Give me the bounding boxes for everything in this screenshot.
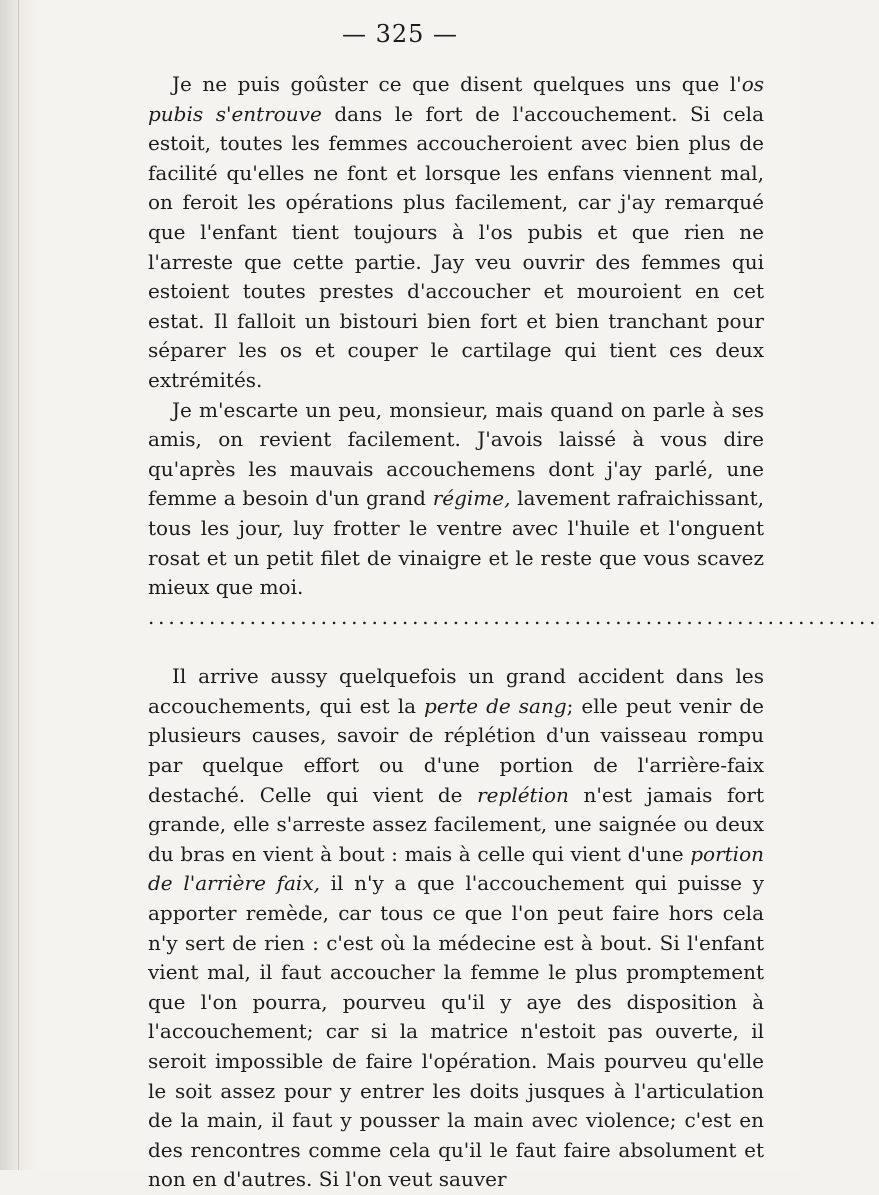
text-run: ; elle peut venir de plusieurs causes, savoir de réplétion d'un vaisseau rompu par quelque effort ou d'une portion de l'arrière-faix destaché. Celle qui vient de xyxy=(148,693,764,807)
paragraph-escarte xyxy=(148,396,764,603)
italic-run: replétion xyxy=(477,782,569,807)
paragraph-os-pubis xyxy=(148,70,764,396)
text-run: Je m'escarte un peu, monsieur, mais quand on parle à ses amis, on revient facilement. J'avois laissé à vous dire qu'après les mauvais accouchemens dont j'ay parlé, une femme a besoin d'un grand xyxy=(148,397,764,511)
text-run: n'est jamais fort grande, elle s'arreste assez facilement, une saignée ou deux du bras en vient à bout : mais à celle qui vient d'une xyxy=(148,782,764,866)
section-gap xyxy=(148,632,764,662)
italic-run: os pubis s'entrouve xyxy=(148,72,764,126)
text-run: il n'y a que l'accouchement qui puisse y apporter remède, car tous ce que l'on peut faire hors cela n'y sert de rien : c'est où la médecine est à bout. Si l'enfant vient mal, il faut accoucher la femme le plus promptement que l'on pourra, pourveu qu'il y aye des disposition à l'accouchement; car si la matrice n'estoit pas ouverte, il seroit impossible de faire l'opération. Mais pourveu qu'elle le soit assez pour y entrer les doits jusques à l'articulation de la main, il faut y pousser la main avec violence; c'est en des rencontres comme cela qu'il le faut faire absolument et non en d'autres. Si l'on veut sauver xyxy=(148,871,765,1192)
page-gutter xyxy=(18,0,19,1170)
text-run: Je ne puis goûster ce que disent quelques uns que l' xyxy=(172,72,742,96)
italic-run: perte de sang xyxy=(424,693,567,718)
italic-run: portion de l'arrière faix, xyxy=(148,841,764,896)
paragraph-perte-de-sang xyxy=(148,662,764,1195)
text-run: lavement rafraichissant, tous les jour, luy frotter le ventre avec l'huile et l'onguent rosat et un petit filet de vinaigre et le reste que vous scavez mieux que moi. xyxy=(148,486,764,600)
text-run: Il arrive aussy quelquefois un grand accident dans les accouchements, qui est la xyxy=(148,664,764,718)
page-number: — 325 — xyxy=(341,20,459,48)
text-run: dans le fort de l'accouchement. Si cela estoit, toutes les femmes accoucheroient avec bien plus de facilité qu'elles ne font et lorsque les enfans viennent mal, on feroit les opérations plus facilement, car j'ay remarqué que l'enfant tient toujours à l'os pubis et que rien ne l'arreste que cette partie. Jay veu ouvrir des femmes qui estoient toutes prestes d'accoucher et mouroient en cet estat. Il falloit un bistouri bien fort et bien tranchant pour séparer les os et couper le cartilage qui tient ces deux extrémités. xyxy=(148,101,764,392)
italic-run: régime, xyxy=(432,486,511,511)
dotted-separator: ........................................................................ xyxy=(148,604,879,629)
page-body xyxy=(148,70,879,1195)
